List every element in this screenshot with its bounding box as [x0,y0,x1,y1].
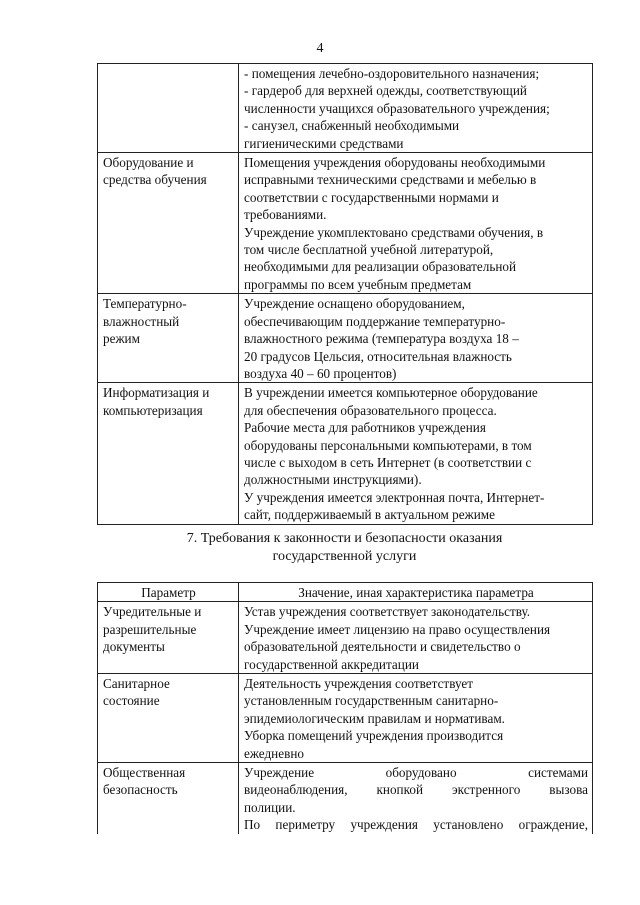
cell-line: эпидемиологическим правилам и нормативам. [244,710,505,726]
cell-line: требованиями. [244,207,327,223]
cell-line: Температурно- [103,296,187,312]
cell-line: - гардероб для верхней одежды, соответствующий [244,83,527,99]
cell-line: численности учащихся образовательного учреждения; [244,100,550,116]
cell-line: числе с выходом в сеть Интернет (в соответствии с [244,454,532,470]
table-row [98,153,593,294]
value-cell [239,763,593,834]
cell-line: Санитарное [103,676,170,692]
legality-safety-table [97,582,593,834]
param-cell [98,153,239,294]
section-7-title [97,530,592,566]
cell-line: Рабочие места для работников учреждения [244,420,486,436]
param-cell [98,294,239,383]
cell-line: Оборудование и [103,155,194,171]
table-row [98,294,593,383]
cell-line: Деятельность учреждения соответствует [244,676,474,692]
cell-line: В учреждении имеется компьютерное оборудование [244,385,538,401]
cell-line: - помещения лечебно-оздоровительного назначения; [244,66,540,81]
cell-line: Учреждение оснащено оборудованием, [244,296,465,312]
table-row [98,383,593,524]
cell-line: Уборка помещений учреждения производится [244,728,504,744]
cell-line: необходимыми для реализации образовательной [244,259,517,275]
cell-line: образовательной деятельности и свидетельство о [244,639,521,655]
cell-line: полиции. [244,799,296,815]
table-row [98,674,593,763]
value-cell [239,294,593,383]
cell-line: влажностного режима (температура воздуха 18 – [244,331,519,347]
cell-line: том числе бесплатной учебной литературой, [244,242,494,258]
cell-line: воздуха 40 – 60 процентов) [244,365,397,381]
cell-line: компьютеризация [103,402,203,418]
cell-line: оборудованы персональными компьютерами, в том [244,437,532,453]
cell-line: сайт, поддерживаемый в актуальном режиме [244,507,495,523]
cell-line: режим [103,331,140,347]
cell-line: Общественная [103,765,186,781]
value-cell [239,153,593,294]
value-cell [239,383,593,524]
param-cell [98,602,239,674]
cell-line: Учреждение имеет лицензию на право осуществления [244,621,551,637]
table-header-row [98,583,593,602]
cell-line: ежедневно [244,745,304,761]
cell-line: Помещения учреждения оборудованы необходимыми [244,155,546,171]
value-cell [239,602,593,674]
cell-line: должностными инструкциями). [244,472,422,488]
param-cell [98,674,239,763]
cell-line: обеспечивающим поддержание температурно- [244,313,506,329]
cell-line: Учреждение оборудовано системами [244,765,588,781]
cell-line: соответствии с государственными нормами и [244,189,499,205]
param-cell [98,763,239,834]
table-row [98,763,593,834]
table-row [98,64,593,153]
cell-line: средства обучения [103,172,207,188]
cell-line: 20 градусов Цельсия, относительная влажность [244,348,512,364]
column-header-param: Параметр [98,583,239,602]
table-row [98,602,593,674]
param-cell [98,383,239,524]
cell-line: По периметру учреждения установлено ограждение, [244,817,588,833]
section-title-line: государственной услуги [272,549,417,564]
cell-line: Устав учреждения соответствует законодательству. [244,604,531,620]
cell-line: Информатизация и [103,385,210,401]
cell-line: гигиеническими средствами [244,135,404,151]
cell-line: исправными техническими средствами и мебелью в [244,172,537,188]
cell-line: разрешительные [103,621,197,637]
cell-line: установленным государственным санитарно- [244,693,499,709]
cell-line: У учреждения имеется электронная почта, Интернет- [244,489,545,505]
cell-line: безопасность [103,782,178,798]
cell-line: видеонаблюдения, кнопкой экстренного вызова [244,782,588,798]
cell-line: Учреждение укомплектовано средствами обучения, в [244,224,544,240]
requirements-table-continued [97,63,593,525]
cell-line: Учредительные и [103,604,202,620]
cell-line: для обеспечения образовательного процесса. [244,402,497,418]
cell-line: - санузел, снабженный необходимыми [244,118,460,134]
cell-line: программы по всем учебным предметам [244,276,472,292]
column-header-value: Значение, иная характеристика параметра [239,583,593,602]
page-number: 4 [316,41,324,56]
value-cell [239,674,593,763]
cell-line: влажностный [103,313,180,329]
cell-line: состояние [103,693,160,709]
value-cell [239,64,593,153]
cell-line: государственной аккредитации [244,656,419,672]
param-cell [98,64,239,153]
cell-line: документы [103,639,165,655]
section-title-line: 7. Требования к законности и безопасности оказания [186,531,503,546]
